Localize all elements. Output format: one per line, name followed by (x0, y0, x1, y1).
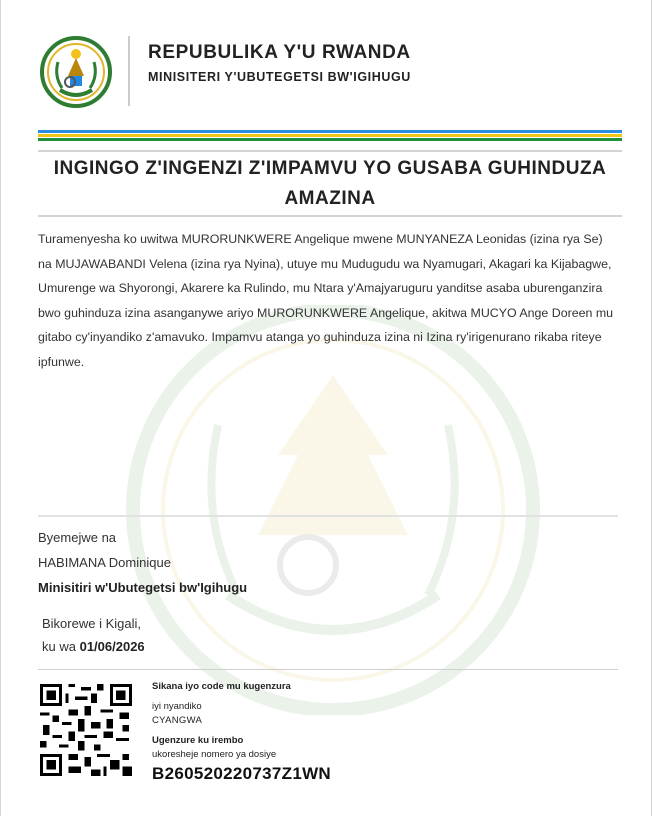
document-title: INGINGO Z'INGENZI Z'IMPAMVU YO GUSABA GUHINDUZA AMAZINA (53, 158, 607, 209)
flag-stripes (38, 130, 622, 141)
irembo-instruction: Ugenzure ku irembo (152, 735, 244, 746)
rwanda-coat-of-arms-icon (40, 36, 112, 108)
issued-date-line (42, 639, 145, 654)
letterhead (40, 36, 630, 108)
stripe-blue (38, 130, 622, 133)
verification-code[interactable]: B260520220737Z1WN (152, 764, 331, 783)
page-border-left (0, 0, 1, 816)
ministry-title: MINISITERI Y'UBUTEGETSI BW'IGIHUGU (148, 70, 411, 84)
qr-code-icon[interactable] (40, 684, 132, 776)
verification-block (152, 681, 452, 784)
file-number-label: ukoresheje nomero ya dosiye (152, 749, 277, 760)
stripe-yellow (38, 134, 622, 137)
date-prefix: ku wa (42, 639, 76, 654)
title-rule-top (38, 150, 622, 152)
minister-name: HABIMANA Dominique (38, 555, 171, 570)
republic-title: REPUBULIKA Y'U RWANDA (148, 42, 411, 63)
document-body: Turamenyesha ko uwitwa MURORUNKWERE Angelique mwene MUNYANEZA Leonidas (izina rya Se) na MUJAWABANDI Velena (izina rya Nyina), utuye mu Mudugudu wa Nyamugari, Akagari ka Kijabagwe, Umurenge wa Shyorongi, Akarere ka Rulindo, mu Ntara y'Amajyaruguru yanditse asaba uburenganzira bwo guhinduza izina asanganywe ariyo MURORUNKWERE Angelique, akitwa MUCYO Ange Doreen mu gitabo cy'inyandiko z'amavuko. Impamvu atanga yo guhinduza izina ni Izina ry'irigenurano rikaba riteye ipfunwe. (38, 232, 614, 369)
scan-instruction: Sikana iyo code mu kugenzura (152, 681, 291, 692)
issued-date: 01/06/2026 (79, 639, 145, 654)
stripe-green (38, 138, 622, 141)
header-divider (128, 36, 130, 106)
signature-rule (38, 515, 618, 517)
verification-rule (38, 669, 618, 670)
minister-title: Minisitiri w'Ubutegetsi bw'Igihugu (38, 580, 248, 595)
issued-place: Bikorewe i Kigali, (42, 616, 141, 631)
title-rule-bottom (38, 215, 622, 217)
or-label: CYANGWA (152, 715, 203, 726)
approved-by-label: Byemejwe na (38, 530, 117, 545)
document-label: iyi nyandiko (152, 701, 202, 712)
